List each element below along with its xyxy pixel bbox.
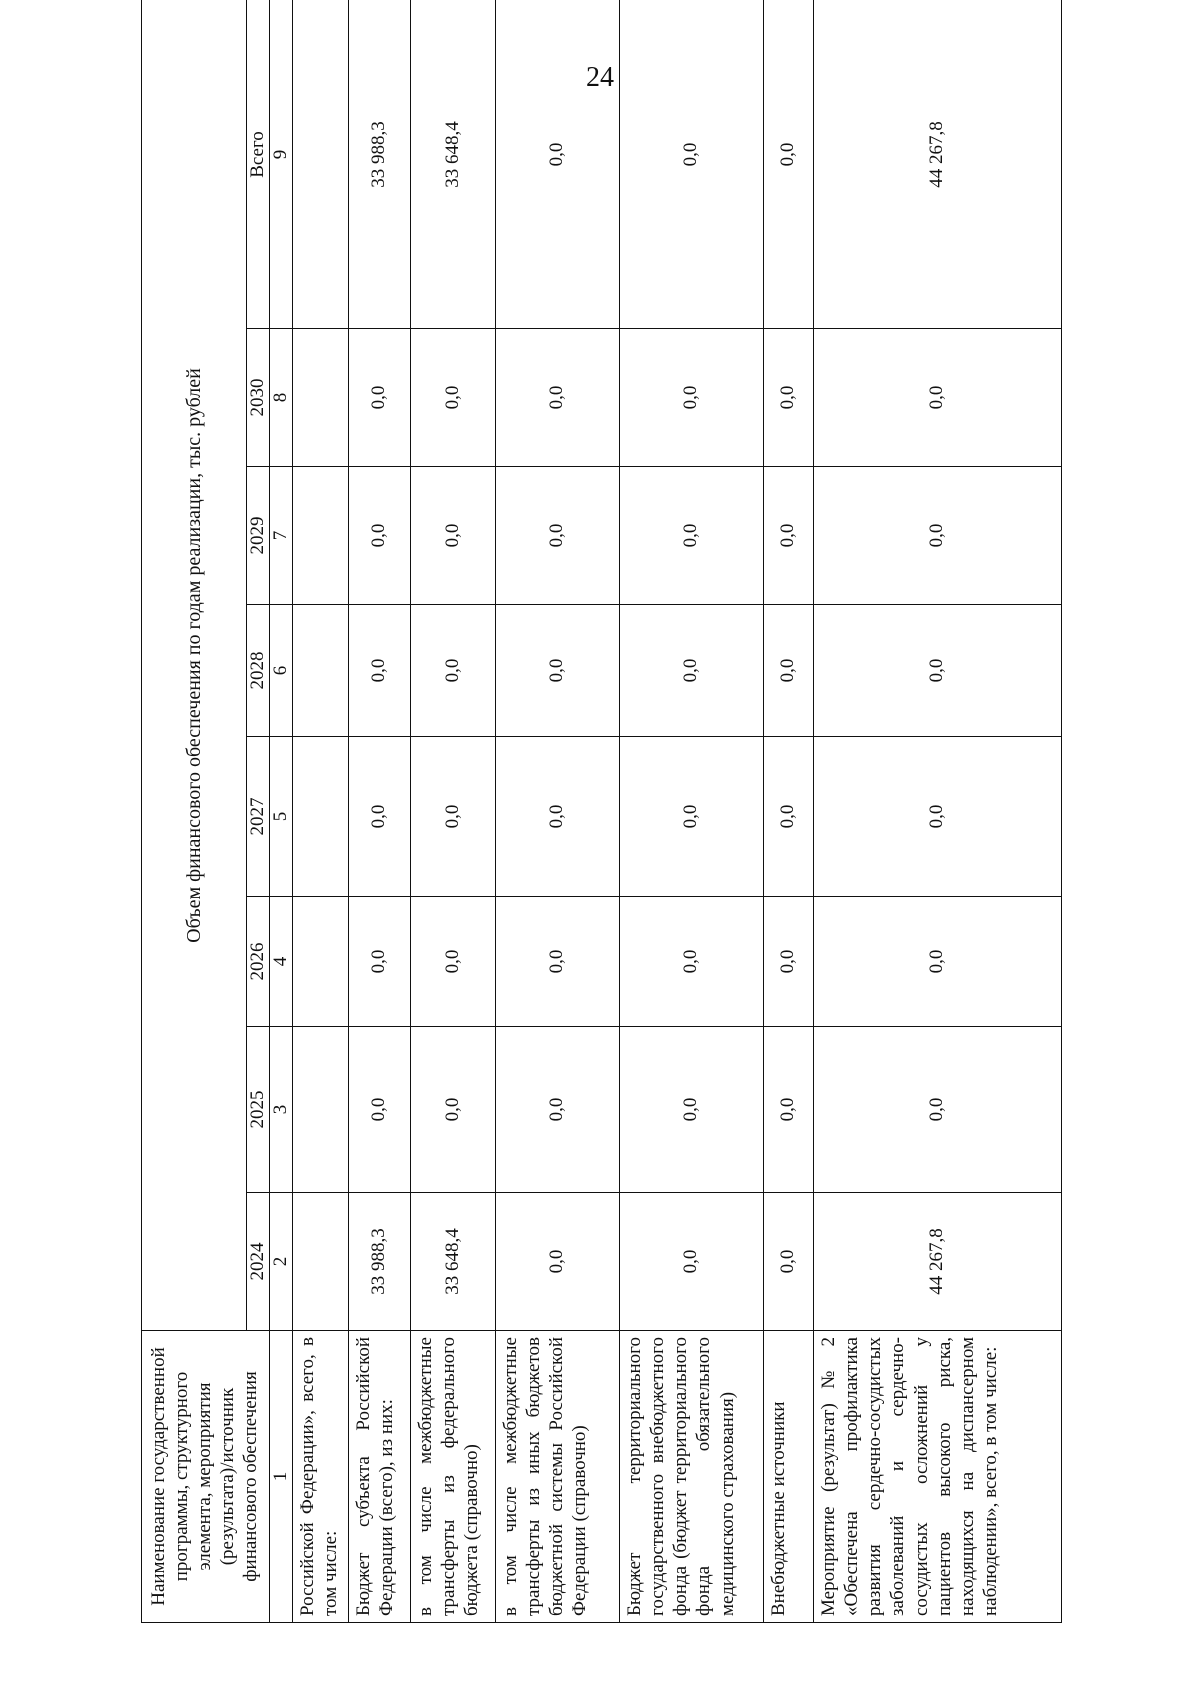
header-name-column: Наименование государственной программы, структурного элемента, мероприятия (результата)/источник финансового обеспечения	[142, 1331, 270, 1623]
table-row	[495, 0, 619, 1623]
cell-value: 0,0	[495, 737, 619, 897]
cell-value: 0,0	[763, 0, 813, 329]
header-year: 2027	[247, 737, 270, 897]
cell-value: 0,0	[495, 329, 619, 467]
cell-value: 0,0	[348, 737, 410, 897]
cell-value: 0,0	[813, 897, 1061, 1027]
cell-value: 0,0	[619, 0, 763, 329]
row-label: Внебюджетные источники	[763, 1331, 813, 1623]
cell-value: 0,0	[763, 329, 813, 467]
header-year: 2030	[247, 329, 270, 467]
cell-value: 0,0	[619, 329, 763, 467]
rotated-table-wrapper	[141, 81, 1059, 1623]
cell-value	[292, 1027, 348, 1193]
column-number: 3	[269, 1027, 292, 1193]
cell-value: 0,0	[348, 897, 410, 1027]
row-label: в том числе межбюджетные трансферты из федерального бюджета (справочно)	[410, 1331, 495, 1623]
cell-value: 0,0	[763, 1027, 813, 1193]
cell-value: 0,0	[348, 467, 410, 605]
header-year: 2025	[247, 1027, 270, 1193]
cell-value: 0,0	[813, 467, 1061, 605]
cell-value: 0,0	[813, 605, 1061, 737]
row-label: Российской Федерации», всего, в том числе:	[292, 1331, 348, 1623]
table-row	[763, 0, 813, 1623]
cell-value: 0,0	[813, 737, 1061, 897]
cell-value: 0,0	[619, 467, 763, 605]
cell-value: 0,0	[495, 467, 619, 605]
row-label: Бюджет территориального государственного внебюджетного фонда (бюджет территориального фонда обязательного медицинского страхования)	[619, 1331, 763, 1623]
table-row	[813, 0, 1061, 1623]
header-volume-title: Объем финансового обеспечения по годам реализации, тыс. рублей	[142, 0, 247, 1331]
cell-value: 0,0	[410, 1027, 495, 1193]
cell-value: 0,0	[495, 605, 619, 737]
column-number: 2	[269, 1193, 292, 1331]
cell-value: 0,0	[495, 0, 619, 329]
column-number: 1	[269, 1331, 292, 1623]
cell-value: 0,0	[763, 1193, 813, 1331]
cell-value: 0,0	[410, 605, 495, 737]
cell-value	[292, 737, 348, 897]
cell-value: 33 648,4	[410, 0, 495, 329]
column-number: 7	[269, 467, 292, 605]
column-number: 5	[269, 737, 292, 897]
cell-value: 0,0	[495, 1193, 619, 1331]
cell-value	[292, 329, 348, 467]
cell-value: 0,0	[619, 605, 763, 737]
column-number: 6	[269, 605, 292, 737]
cell-value: 0,0	[410, 467, 495, 605]
cell-value: 0,0	[763, 897, 813, 1027]
cell-value: 0,0	[619, 1027, 763, 1193]
cell-value: 0,0	[495, 897, 619, 1027]
column-number: 8	[269, 329, 292, 467]
column-number: 4	[269, 897, 292, 1027]
cell-value: 33 648,4	[410, 1193, 495, 1331]
table-row	[410, 0, 495, 1623]
cell-value: 0,0	[410, 329, 495, 467]
cell-value: 0,0	[763, 737, 813, 897]
financing-table	[141, 0, 1062, 1623]
cell-value: 0,0	[619, 737, 763, 897]
column-number: 9	[269, 0, 292, 329]
cell-value: 0,0	[410, 897, 495, 1027]
cell-value: 0,0	[495, 1027, 619, 1193]
cell-value: 0,0	[410, 737, 495, 897]
cell-value: 0,0	[619, 897, 763, 1027]
cell-value	[292, 1193, 348, 1331]
table-row	[348, 0, 410, 1623]
table-row	[619, 0, 763, 1623]
cell-value	[292, 0, 348, 329]
cell-value: 0,0	[348, 605, 410, 737]
page-number: 24	[586, 62, 614, 93]
cell-value: 0,0	[348, 1027, 410, 1193]
header-year: 2026	[247, 897, 270, 1027]
cell-value	[292, 897, 348, 1027]
cell-value: 0,0	[813, 329, 1061, 467]
header-year: 2024	[247, 1193, 270, 1331]
cell-value	[292, 605, 348, 737]
cell-value: 0,0	[348, 329, 410, 467]
cell-value	[292, 467, 348, 605]
header-total: Всего	[247, 0, 270, 329]
cell-value: 44 267,8	[813, 0, 1061, 329]
header-year: 2029	[247, 467, 270, 605]
row-label: в том числе межбюджетные трансферты из иных бюджетов бюджетной системы Российской Федерации (справочно)	[495, 1331, 619, 1623]
cell-value: 44 267,8	[813, 1193, 1061, 1331]
cell-value: 0,0	[619, 1193, 763, 1331]
cell-value: 0,0	[763, 467, 813, 605]
cell-value: 33 988,3	[348, 1193, 410, 1331]
cell-value: 33 988,3	[348, 0, 410, 329]
row-label: Бюджет субъекта Российской Федерации (всего), из них:	[348, 1331, 410, 1623]
row-label: Мероприятие (результат) № 2 «Обеспечена профилактика развития сердечно-сосудистых заболеваний и сердечно-сосудистых осложнений у пациентов высокого риска, находящихся на диспансерном наблюдении», всего, в том числе:	[813, 1331, 1061, 1623]
table-row	[292, 0, 348, 1623]
cell-value: 0,0	[813, 1027, 1061, 1193]
header-year: 2028	[247, 605, 270, 737]
cell-value: 0,0	[763, 605, 813, 737]
